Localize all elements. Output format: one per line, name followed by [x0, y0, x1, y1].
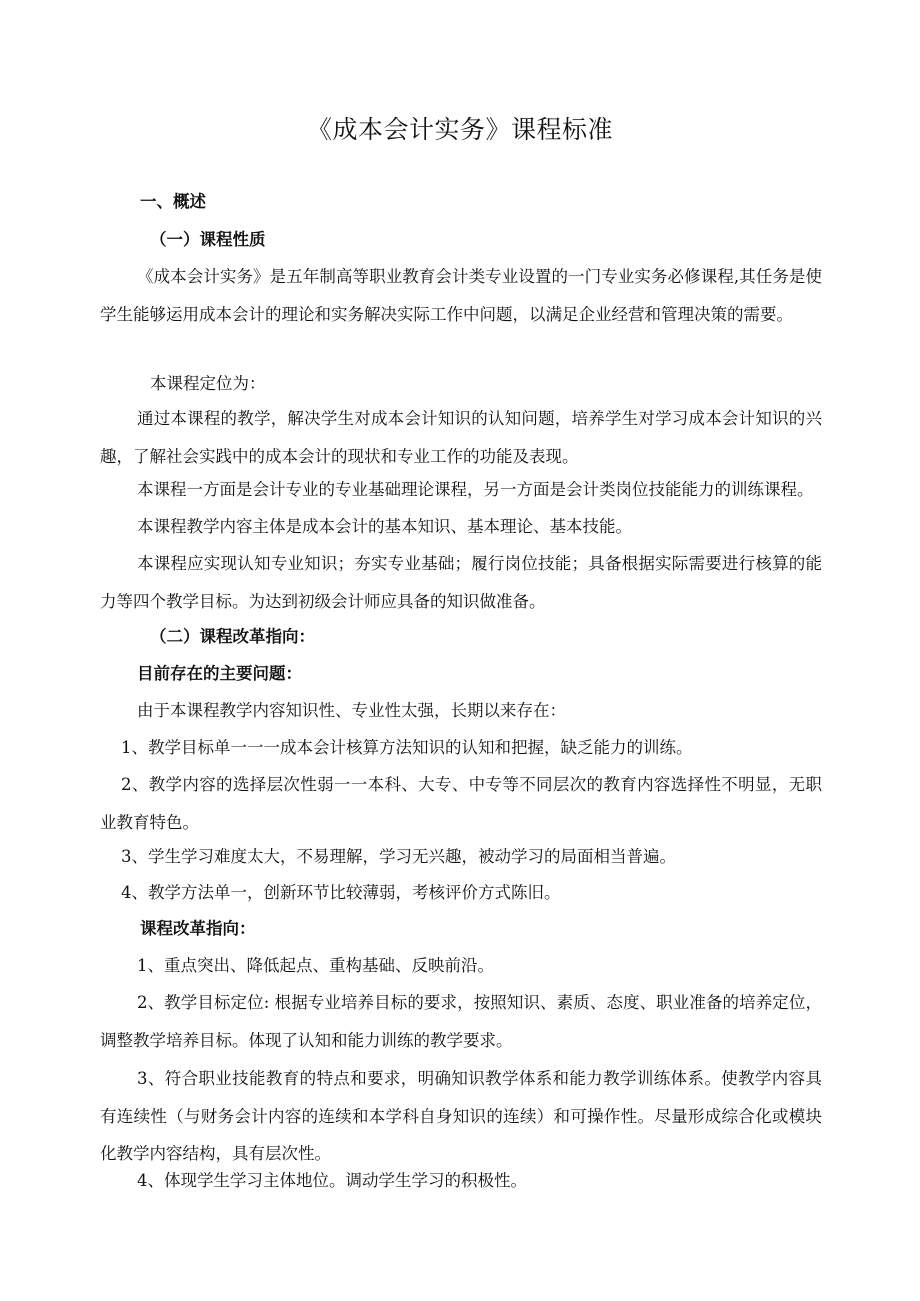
subsection-heading-course-nature: （一）课程性质 — [150, 230, 266, 249]
reform-item: 1、重点突出、降低起点、重构基础、反映前沿。 — [137, 956, 494, 975]
reform-item: 2、教学目标定位: 根据专业培养目标的要求，按照知识、素质、态度、职业准备的培养定位，调整教学培养目标。体现了认知和能力训练的教学要求。 — [100, 993, 822, 1050]
document-title: 《成本会计实务》课程标准 — [306, 115, 613, 144]
reform-heading: 课程改革指向： — [140, 919, 256, 938]
paragraph-teaching-goal: 通过本课程的教学，解决学生对成本会计知识的认知问题，培养学生对学习成本会计知识的兴趣，了解社会实践中的成本会计的现状和专业工作的功能及表现。 — [100, 409, 822, 466]
problems-intro: 由于本课程教学内容知识性、专业性太强，长期以来存在： — [137, 701, 566, 720]
section-heading-overview: 一、概述 — [140, 192, 206, 211]
problem-item: 3、学生学习难度太大，不易理解，学习无兴趣，被动学习的局面相当普遍。 — [121, 847, 676, 866]
problems-heading: 目前存在的主要问题： — [137, 664, 302, 683]
positioning-label: 本课程定位为： — [150, 374, 266, 393]
paragraph-course-objectives: 本课程应实现认知专业知识；夯实专业基础；履行岗位技能；具备根据实际需要进行核算的能力等四个教学目标。为达到初级会计师应具备的知识做准备。 — [100, 554, 822, 611]
problem-item: 4、教学方法单一，创新环节比较薄弱，考核评价方式陈旧。 — [121, 883, 561, 902]
reform-item: 4、体现学生学习主体地位。调动学生学习的积极性。 — [137, 1171, 527, 1190]
problem-item: 1、教学目标单一一一成本会计核算方法知识的认知和把握，缺乏能力的训练。 — [121, 738, 693, 757]
paragraph-course-nature: 《成本会计实务》是五年制高等职业教育会计类专业设置的一门专业实务必修课程,其任务是使学生能够运用成本会计的理论和实务解决实际工作中问题，以满足企业经营和管理决策的需要。 — [100, 267, 822, 324]
paragraph-course-role: 本课程一方面是会计专业的专业基础理论课程，另一方面是会计类岗位技能能力的训练课程。 — [137, 480, 814, 499]
reform-item: 3、符合职业技能教育的特点和要求，明确知识教学体系和能力教学训练体系。使教学内容具有连续性（与财务会计内容的连续和本学科自身知识的连续）和可操作性。尽量形成综合化或模块化教学内容结构，具有层次性。 — [100, 1069, 822, 1163]
problem-item: 2、教学内容的选择层次性弱一一本科、大专、中专等不同层次的教育内容选择性不明显，无职业教育特色。 — [100, 775, 822, 832]
paragraph-course-content: 本课程教学内容主体是成本会计的基本知识、基本理论、基本技能。 — [137, 517, 632, 536]
subsection-heading-reform: （二）课程改革指向： — [150, 627, 315, 646]
